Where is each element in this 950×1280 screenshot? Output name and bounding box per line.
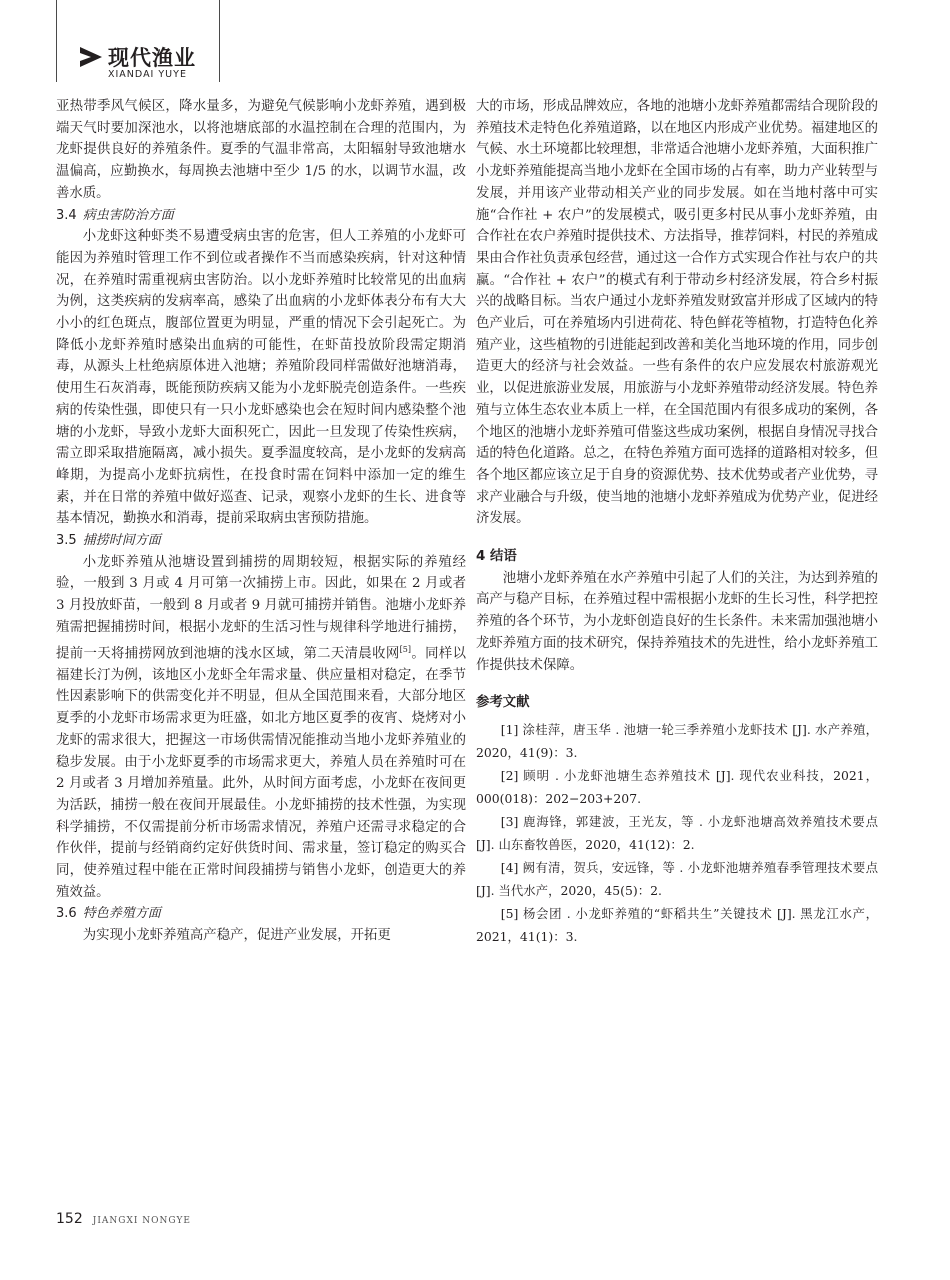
header-rule-left bbox=[56, 0, 57, 82]
page-footer bbox=[56, 1208, 191, 1227]
paragraph-text: 小龙虾养殖从池塘设置到捕捞的周期较短，根据实际的养殖经验，一般到 3 月或 4 月可第一次捕捞上市。因此，如果在 2 月或者 3 月投放虾苗，一般到 8 月或者 9 月就可捕捞并销售。池塘小龙虾养殖需把握捕捞时间，根据小龙虾的生活习性与规律科学地进行捕捞，提前一天将捕捞网放到池塘的浅水区域，第二天清晨收网 bbox=[56, 554, 466, 662]
subsection-title: 捕捞时间方面 bbox=[82, 533, 161, 549]
subsection-heading bbox=[56, 530, 466, 552]
paragraph: 小龙虾这种虾类不易遭受病虫害的危害，但人工养殖的小龙虾可能因为养殖时管理工作不到位或者操作不当而感染疾病，针对这种情况，在养殖时需重视病虫害防治。以小龙虾养殖时比较常见的出血病为例，这类疾病的发病率高，感染了出血病的小龙虾体表分布有大大小小的红色斑点，腹部位置更为明显，严重的情况下会引起死亡。为降低小龙虾养殖时感染出血病的可能性，在虾苗投放阶段需定期消毒，从源头上杜绝病原体进入池塘；养殖阶段同样需做好池塘消毒，使用生石灰消毒，既能预防疾病又能为小龙虾脱壳创造条件。一些疾病的传染性强，即使只有一只小龙虾感染也会在短时间内感染整个池塘的小龙虾，导致小龙虾大面积死亡，因此一旦发现了传染性疾病，需立即采取措施隔离，减小损失。夏季温度较高，是小龙虾的发病高峰期，为提高小龙虾抗病性，在投食时需在饲料中添加一定的维生素，并在日常的养殖中做好巡查、记录，观察小龙虾的生长、进食等基本情况，勤换水和消毒，提前采取病虫害预防措施。 bbox=[56, 229, 466, 527]
subsection-number: 3.5 bbox=[56, 533, 77, 549]
chevron-logo-icon bbox=[78, 44, 104, 70]
subsection-heading bbox=[56, 903, 466, 925]
reference-item: [3] 鹿海锋，郭建波，王光友，等 . 小龙虾池塘高效养殖技术要点 [J]. 山东畜牧兽医，2020，41(12)：2. bbox=[476, 813, 878, 852]
paragraph bbox=[56, 552, 466, 904]
subsection-number: 3.4 bbox=[56, 207, 77, 223]
subsection-heading bbox=[56, 205, 466, 227]
paragraph: 池塘小龙虾养殖在水产养殖中引起了人们的关注，为达到养殖的高产与稳产目标，在养殖过程中需根据小龙虾的生长习性，科学把控养殖的各个环节，为小龙虾创造良好的生长条件。未来需加强池塘小龙虾养殖方面的技术研究，保持养殖技术的先进性，给小龙虾养殖工作提供技术保障。 bbox=[476, 570, 878, 673]
page-number: 152 bbox=[56, 1211, 83, 1227]
subsection-title: 特色养殖方面 bbox=[82, 906, 161, 922]
subsection-title: 病虫害防治方面 bbox=[82, 207, 174, 223]
reference-item: [1] 涂桂萍，唐玉华 . 池塘一轮三季养殖小龙虾技术 [J]. 水产养殖，2020，41(9)：3. bbox=[476, 721, 878, 760]
journal-title: 现代渔业 bbox=[108, 46, 196, 70]
paragraph: 亚热带季风气候区，降水量多，为避免气候影响小龙虾养殖，遇到极端天气时要加深池水，以将池塘底部的水温控制在合理的范围内，为龙虾提供良好的养殖条件。夏季的气温非常高，太阳辐射导致池塘水温偏高，应勤换水，每周换去池塘中至少 1/5 的水，以调节水温，改善水质。 bbox=[56, 99, 466, 201]
footer-journal-name: JIANGXI NONGYE bbox=[92, 1216, 191, 1226]
left-column bbox=[56, 96, 466, 947]
right-column bbox=[476, 96, 878, 948]
paragraph-text: 。同样以福建长汀为例，该地区小龙虾全年需求量、供应量相对稳定，在季节性因素影响下的供需变化并不明显，但从全国范围来看，大部分地区夏季的小龙虾市场需求更为旺盛，如北方地区夏季的夜宵、烧烤对小龙虾的需求很大，把握这一市场供需情况能推动当地小龙虾养殖业的稳步发展。由于小龙虾夏季的市场需求更大，养殖人员在养殖时可在 2 月或者 3 月增加养殖量。此外，从时间方面考虑，小龙虾在夜间更为活跃，捕捞一般在夜间开展最佳。小龙虾捕捞的技术性强，为实现科学捕捞，不仅需提前分析市场需求情况，养殖户还需寻求稳定的合作伙伴，提前与经销商约定好供货时间、需求量，签订稳定的购买合同，使养殖过程中能在正常时间段捕捞与销售小龙虾，创造更大的养殖效益。 bbox=[56, 646, 467, 900]
reference-item: [2] 顾明 . 小龙虾池塘生态养殖技术 [J]. 现代农业科技，2021，000(018)：202−203+207. bbox=[476, 767, 878, 806]
paragraph: 大的市场，形成品牌效应，各地的池塘小龙虾养殖都需结合现阶段的养殖技术走特色化养殖道路，以在地区内形成产业优势。福建地区的气候、水土环境都比较理想，非常适合池塘小龙虾养殖，大面积推广小龙虾养殖能提高当地小龙虾在全国市场的占有率，助力产业转型与发展，并用该产业带动相关产业的同步发展。如在当地村落中可实施“合作社 + 农户”的发展模式，吸引更多村民从事小龙虾养殖，由合作社在农户养殖时提供技术、方法指导，推荐饲料，村民的养殖成果由合作社负责承包经营，通过这一合作方式实现合作社与农户的共赢。“合作社 + 农户”的模式有利于带动乡村经济发展，符合乡村振兴的战略目标。当农户通过小龙虾养殖发财致富并形成了区域内的特色产业后，可在养殖场内引进荷花、特色鲜花等植物，打造特色化养殖产业，这些植物的引进能起到改善和美化当地环境的作用，同步创造更大的经济与社会效益。一些有条件的农户应发展农村旅游观光业，以促进旅游业发展，用旅游与小龙虾养殖带动经济发展。特色养殖与立体生态农业本质上一样，在全国范围内有很多成功的案例，各个地区的池塘小龙虾养殖可借鉴这些成功案例，根据自身情况寻找合适的特色化道路。总之，在特色养殖方面可选择的道路相对较多，但各个地区都应该立足于自身的资源优势、技术优势或者产业优势，寻求产业融合与升级，使当地的池塘小龙虾养殖成为优势产业，促进经济发展。 bbox=[476, 99, 878, 527]
reference-item: [4] 阙有清，贺兵，安远锋，等 . 小龙虾池塘养殖春季管理技术要点 [J]. 当代水产，2020，45(5)：2. bbox=[476, 859, 878, 898]
references-heading: 参考文献 bbox=[476, 695, 530, 711]
header-rule-right bbox=[219, 0, 220, 82]
citation: [5] bbox=[399, 644, 412, 654]
section-heading: 4 结语 bbox=[476, 549, 517, 565]
journal-pinyin: XIANDAI YUYE bbox=[108, 69, 187, 80]
paragraph: 为实现小龙虾养殖高产稳产，促进产业发展，开拓更 bbox=[82, 928, 391, 944]
reference-item: [5] 杨会团 . 小龙虾养殖的“虾稻共生”关键技术 [J]. 黑龙江水产，2021，41(1)：3. bbox=[476, 905, 878, 944]
subsection-number: 3.6 bbox=[56, 906, 77, 922]
